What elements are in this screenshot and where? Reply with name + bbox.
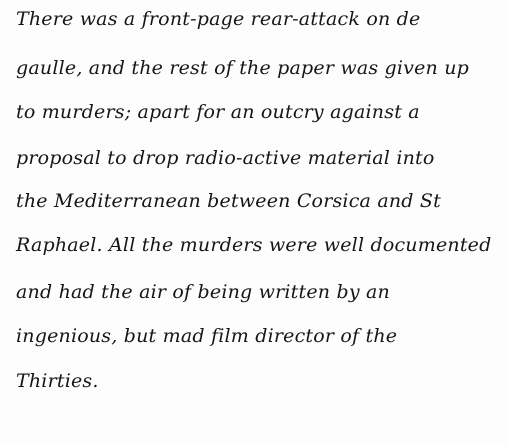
text-line-1: There was a front-page rear-attack on de: [16, 8, 421, 30]
text-line-9: Thirties.: [16, 370, 99, 392]
text-line-3: to murders; apart for an outcry against a: [16, 101, 420, 123]
text-line-6: Raphael. All the murders were well documented: [16, 234, 492, 256]
text-line-8: ingenious, but mad film director of the: [16, 325, 398, 347]
text-line-5: the Mediterranean between Corsica and St: [16, 190, 441, 212]
text-line-2: gaulle, and the rest of the paper was given up: [16, 57, 470, 79]
text-line-4: proposal to drop radio-active material into: [16, 147, 435, 169]
text-line-7: and had the air of being written by an: [16, 281, 390, 303]
